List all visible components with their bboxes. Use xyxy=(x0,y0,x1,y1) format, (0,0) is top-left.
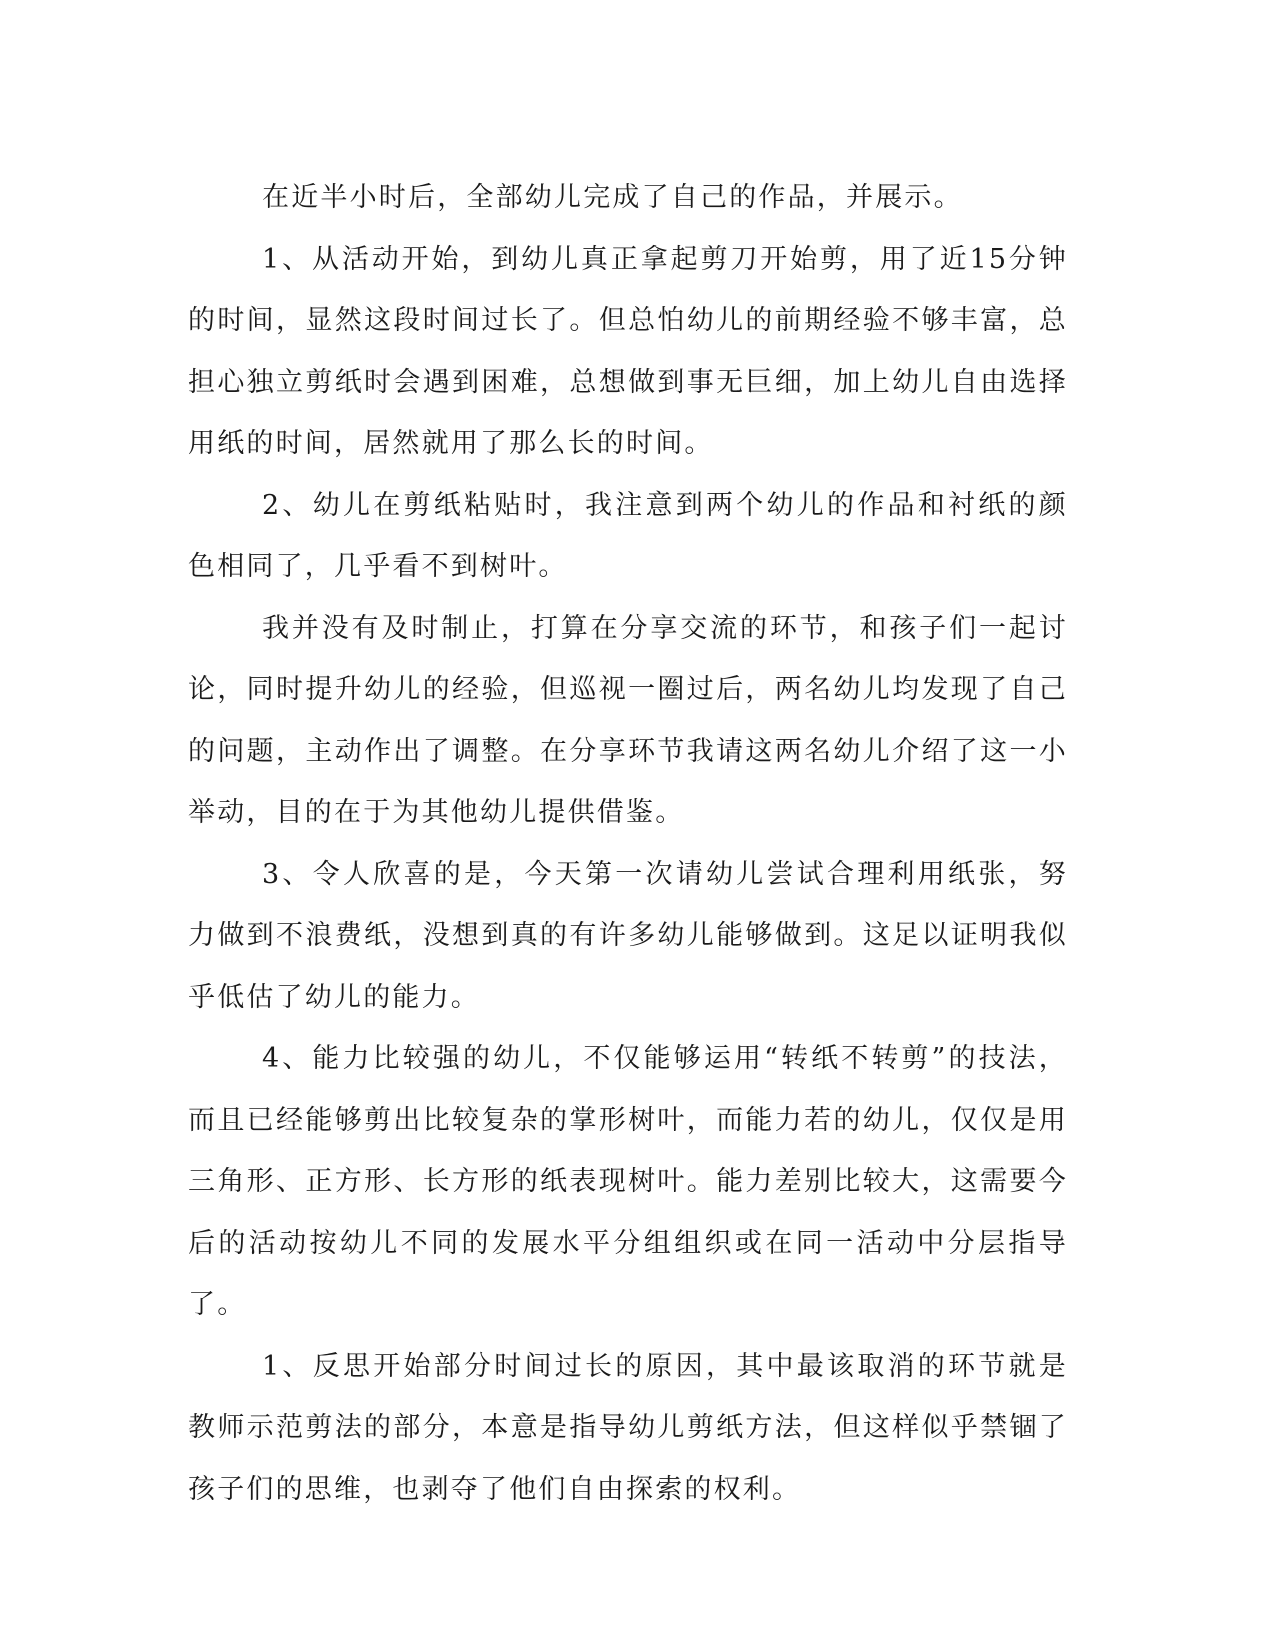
paragraph-3: 2、幼儿在剪纸粘贴时，我注意到两个幼儿的作品和衬纸的颜色相同了，几乎看不到树叶。 xyxy=(188,489,1068,582)
paragraph-5: 3、令人欣喜的是，今天第一次请幼儿尝试合理利用纸张，努力做到不浪费纸，没想到真的有许多幼儿能够做到。这足以证明我似乎低估了幼儿的能力。 xyxy=(188,858,1068,1013)
paragraph-4: 我并没有及时制止，打算在分享交流的环节，和孩子们一起讨论，同时提升幼儿的经验，但巡视一圈过后，两名幼儿均发现了自己的问题，主动作出了调整。在分享环节我请这两名幼儿介绍了这一小举动，目的在于为其他幼儿提供借鉴。 xyxy=(188,612,1068,828)
paragraph-2: 1、从活动开始，到幼儿真正拿起剪刀开始剪，用了近15分钟的时间，显然这段时间过长了。但总怕幼儿的前期经验不够丰富，总担心独立剪纸时会遇到困难，总想做到事无巨细，加上幼儿自由选择用纸的时间，居然就用了那么长的时间。 xyxy=(188,243,1068,459)
document-body xyxy=(188,167,1068,1520)
paragraph-7: 1、反思开始部分时间过长的原因，其中最该取消的环节就是教师示范剪法的部分，本意是指导幼儿剪纸方法，但这样似乎禁锢了孩子们的思维，也剥夺了他们自由探索的权利。 xyxy=(188,1350,1068,1505)
paragraph-1: 在近半小时后，全部幼儿完成了自己的作品，并展示。 xyxy=(262,182,963,213)
paragraph-6: 4、能力比较强的幼儿，不仅能够运用“转纸不转剪”的技法，而且已经能够剪出比较复杂的掌形树叶，而能力若的幼儿，仅仅是用三角形、正方形、长方形的纸表现树叶。能力差别比较大，这需要今后的活动按幼儿不同的发展水平分组组织或在同一活动中分层指导了。 xyxy=(188,1043,1068,1320)
